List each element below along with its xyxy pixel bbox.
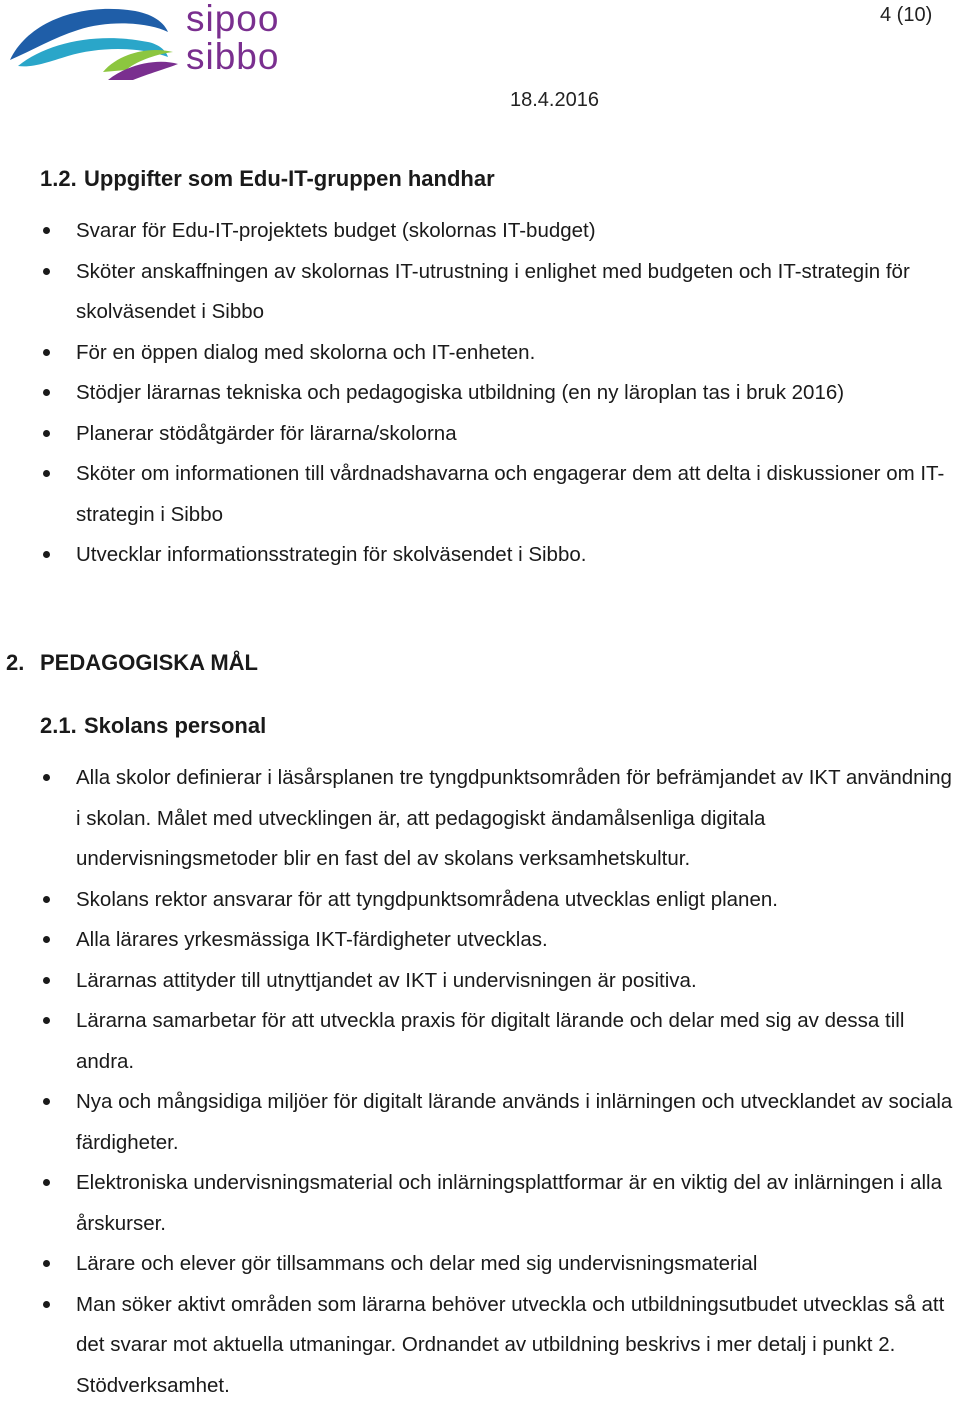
bullet-icon — [43, 389, 50, 396]
bullet-icon — [43, 774, 50, 781]
section-title: Skolans personal — [84, 713, 266, 738]
section-heading-1-2 — [40, 166, 495, 192]
list-item-text: För en öppen dialog med skolorna och IT-enheten. — [76, 341, 535, 364]
bullet-icon — [43, 268, 50, 275]
list-item — [0, 414, 960, 455]
bullet-icon — [43, 1098, 50, 1105]
list-item-text: Elektroniska undervisningsmaterial och inlärningsplattformar är en viktig del av inlärningen i alla årskurser. — [76, 1171, 942, 1235]
list-item — [0, 373, 960, 414]
list-item-text: Man söker aktivt områden som lärarna behöver utveckla och utbildningsutbudet utvecklas så att det svarar mot aktuella utmaningar. Ordnandet av utbildning beskrivs i mer detalj i punkt 2. Stödverksamhet. — [76, 1293, 944, 1397]
list-item — [0, 1285, 960, 1406]
task-list — [0, 211, 960, 576]
list-item — [0, 880, 960, 921]
list-item-text: Lärarnas attityder till utnyttjandet av IKT i undervisningen är positiva. — [76, 969, 697, 992]
bullet-icon — [43, 470, 50, 477]
list-item — [0, 333, 960, 374]
bullet-icon — [43, 227, 50, 234]
list-item-text: Lärarna samarbetar för att utveckla praxis för digitalt lärande och delar med sig av dessa till andra. — [76, 1009, 904, 1073]
list-item-text: Utvecklar informationsstrategin för skolväsendet i Sibbo. — [76, 543, 586, 566]
goals-list — [0, 758, 960, 1406]
bullet-icon — [43, 896, 50, 903]
list-item-text: Lärare och elever gör tillsammans och delar med sig undervisningsmaterial — [76, 1252, 757, 1275]
list-item-text: Svarar för Edu-IT-projektets budget (skolornas IT-budget) — [76, 219, 596, 242]
section-number: 2. — [6, 650, 40, 676]
document-date: 18.4.2016 — [510, 89, 599, 112]
bullet-icon — [43, 551, 50, 558]
list-item — [0, 252, 960, 333]
section-title: Uppgifter som Edu-IT-gruppen handhar — [84, 166, 495, 191]
section-title: PEDAGOGISKA MÅL — [40, 650, 258, 675]
page-number: 4 (10) — [880, 4, 932, 27]
list-item — [0, 535, 960, 576]
sipoo-sibbo-logo — [8, 2, 298, 82]
list-item — [0, 1163, 960, 1244]
bullet-icon — [43, 430, 50, 437]
bullet-icon — [43, 1260, 50, 1267]
list-item — [0, 920, 960, 961]
bullet-icon — [43, 977, 50, 984]
list-item-text: Nya och mångsidiga miljöer för digitalt lärande används i inlärningen och utvecklandet av sociala färdigheter. — [76, 1090, 952, 1154]
list-item — [0, 211, 960, 252]
section-number: 2.1. — [40, 713, 84, 739]
logo-line-1: sipoo — [186, 0, 279, 38]
list-item — [0, 758, 960, 880]
section-heading-2-1 — [40, 713, 266, 739]
list-item — [0, 1082, 960, 1163]
section-heading-2 — [6, 650, 258, 676]
list-item-text: Stödjer lärarnas tekniska och pedagogiska utbildning (en ny läroplan tas i bruk 2016) — [76, 381, 844, 404]
list-item — [0, 454, 960, 535]
list-item-text: Planerar stödåtgärder för lärarna/skolorna — [76, 422, 457, 445]
bullet-icon — [43, 1179, 50, 1186]
list-item-text: Skolans rektor ansvarar för att tyngdpunktsområdena utvecklas enligt planen. — [76, 888, 778, 911]
list-item — [0, 1001, 960, 1082]
bullet-icon — [43, 349, 50, 356]
list-item-text: Alla skolor definierar i läsårsplanen tre tyngdpunktsområden för befrämjandet av IKT användning i skolan. Målet med utvecklingen är, att pedagogiskt ändamålsenliga digitala undervisningsmetoder blir en fast del av skolans verksamhetskultur. — [76, 766, 952, 870]
list-item-text: Sköter anskaffningen av skolornas IT-utrustning i enlighet med budgeten och IT-strategin för skolväsendet i Sibbo — [76, 260, 910, 324]
list-item-text: Sköter om informationen till vårdnadshavarna och engagerar dem att delta i diskussioner om IT-strategin i Sibbo — [76, 462, 944, 526]
logo-text — [186, 0, 279, 76]
list-item — [0, 1244, 960, 1285]
logo-swoosh-icon — [8, 2, 183, 82]
list-item-text: Alla lärares yrkesmässiga IKT-färdigheter utvecklas. — [76, 928, 548, 951]
bullet-icon — [43, 1301, 50, 1308]
bullet-icon — [43, 1017, 50, 1024]
section-number: 1.2. — [40, 166, 84, 192]
logo-line-2: sibbo — [186, 38, 279, 76]
bullet-icon — [43, 936, 50, 943]
list-item — [0, 961, 960, 1002]
